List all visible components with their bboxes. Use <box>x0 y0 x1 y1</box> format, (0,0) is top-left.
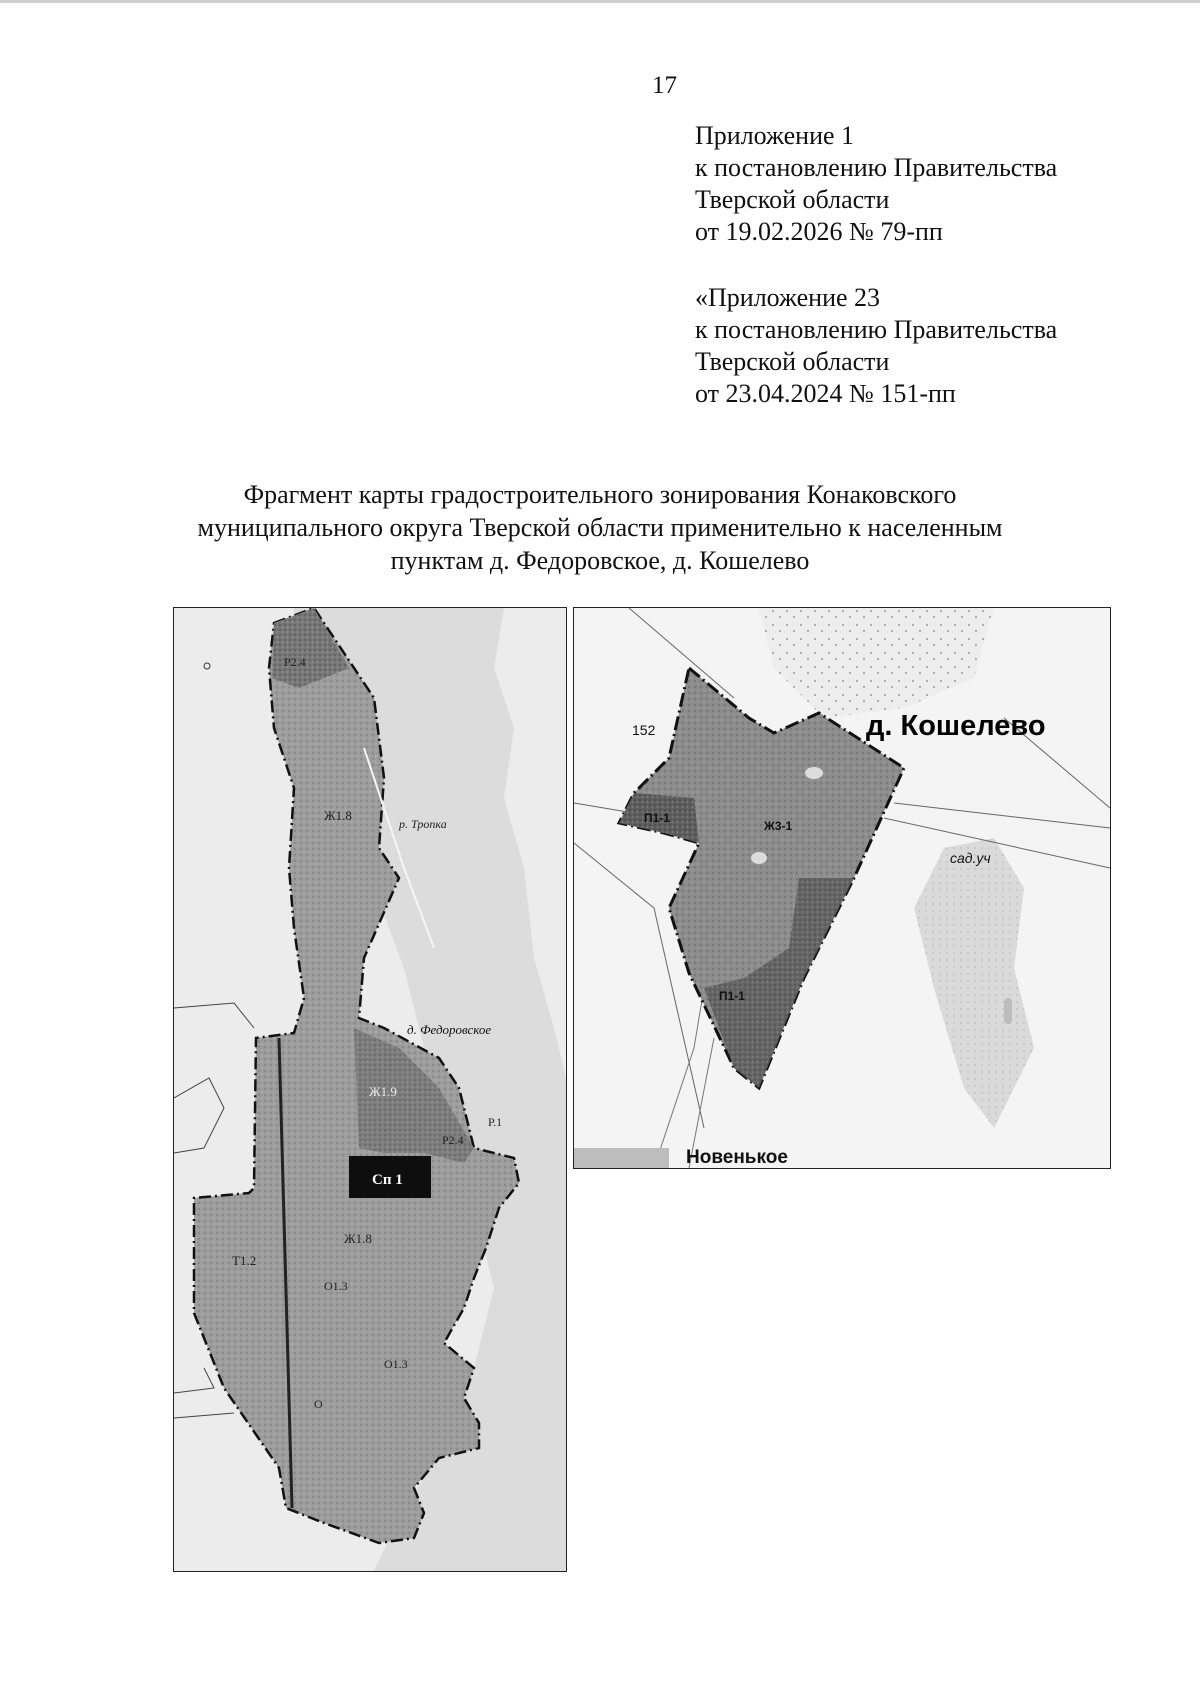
top-border-line <box>0 0 1200 3</box>
label-village-fedorovskoe: д. Федоровское <box>407 1022 492 1037</box>
appendix-original-line1: «Приложение 23 <box>695 283 881 312</box>
road-right-1 <box>629 608 734 698</box>
map-fedorovskoe-svg <box>174 608 566 1571</box>
label-zone-p11-top: П1-1 <box>644 811 670 825</box>
appendix-current-line2: к постановлению Правительства <box>695 153 1058 182</box>
label-zone-o: О <box>314 1397 323 1411</box>
label-zone-zh18-mid: Ж1.8 <box>344 1231 372 1246</box>
appendix-current-block <box>695 120 1057 248</box>
appendix-current-line1: Приложение 1 <box>695 121 855 150</box>
appendix-original-line4: от 23.04.2024 № 151-пп <box>695 379 956 408</box>
map-koshelevo-svg <box>574 608 1110 1168</box>
title-line3: пунктам д. Федоровское, д. Кошелево <box>390 546 810 575</box>
road-right-7 <box>894 803 1110 828</box>
label-zone-t12: Т1.2 <box>232 1253 257 1268</box>
road-left-4 <box>174 1413 234 1418</box>
dotted-area-top <box>759 608 994 718</box>
page-number: 17 <box>652 72 677 99</box>
novenkoe-area <box>574 1148 669 1168</box>
label-river: р. Тропка <box>399 817 447 831</box>
label-zone-r24-mid: Р2.4 <box>442 1133 464 1147</box>
label-zone-o13-b: О1.3 <box>384 1357 408 1371</box>
pond-2 <box>751 852 767 864</box>
appendix-original-line3: Тверской области <box>695 347 890 376</box>
map-koshelevo <box>573 607 1111 1169</box>
label-zone-zh18-top: Ж1.8 <box>324 808 352 823</box>
label-neighbor-novenkoe: Новенькое <box>686 1147 788 1168</box>
road-left-2 <box>174 1078 224 1153</box>
garden-area <box>914 838 1034 1128</box>
appendix-current-line4: от 19.02.2026 № 79-пп <box>695 217 943 246</box>
label-zone-r24-top: Р2.4 <box>284 655 306 669</box>
title-line2: муниципального округа Тверской области применительно к населенным <box>197 513 1003 542</box>
label-zone-zh19: Ж1.9 <box>369 1084 397 1099</box>
pond-3 <box>1004 998 1012 1024</box>
label-village-koshelevo: д. Кошелево <box>866 710 1046 742</box>
label-garden: сад.уч <box>950 850 991 866</box>
pond-1 <box>805 767 823 779</box>
label-zone-o13-a: О1.3 <box>324 1279 348 1293</box>
label-number-152: 152 <box>632 722 656 738</box>
appendix-original-line2: к постановлению Правительства <box>695 315 1058 344</box>
title-line1: Фрагмент карты градостроительного зонирования Конаковского <box>243 480 957 509</box>
label-zone-r1: Р.1 <box>488 1115 503 1129</box>
document-title <box>120 478 1080 577</box>
appendix-original-block <box>695 282 1057 410</box>
label-zone-sp1: Сп 1 <box>372 1172 403 1188</box>
label-zone-zh31: Ж3-1 <box>764 819 793 833</box>
road-right-4 <box>654 988 704 1168</box>
map-fedorovskoe <box>173 607 567 1572</box>
road-left-3 <box>174 1368 214 1393</box>
map-point-marker <box>204 663 210 669</box>
label-zone-p11-bottom: П1-1 <box>719 989 745 1003</box>
appendix-current-line3: Тверской области <box>695 185 890 214</box>
road-left-1 <box>174 1003 254 1028</box>
